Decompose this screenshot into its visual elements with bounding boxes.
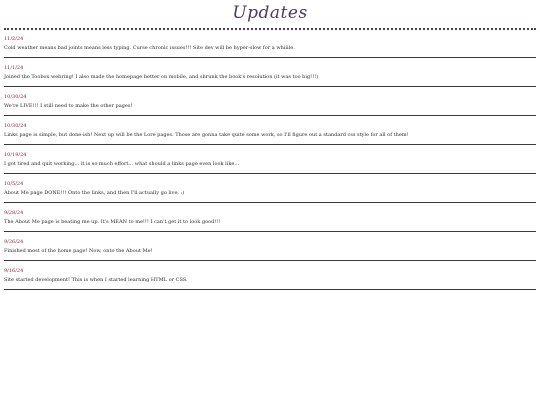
update-entry <box>4 94 536 123</box>
entry-divider <box>4 144 536 145</box>
update-text: Joined the Toobox webring! I also made the homepage better on mobile, and shrunk the book's resolution (it was too big!!!) <box>4 74 319 80</box>
entry-divider <box>4 57 536 58</box>
entry-divider <box>4 202 536 203</box>
update-entry <box>4 239 536 268</box>
update-date: 11/2/24 <box>4 36 24 42</box>
update-date: 10/30/24 <box>4 94 27 100</box>
update-date: 10/19/24 <box>4 152 27 158</box>
update-date: 10/30/24 <box>4 123 27 129</box>
entry-divider <box>4 260 536 261</box>
update-entry <box>4 65 536 94</box>
entry-divider <box>4 231 536 232</box>
update-text: I got tired and quit working... it is so much effort... what should a links page even look like... <box>4 161 240 167</box>
entry-divider <box>4 289 536 290</box>
entry-divider <box>4 86 536 87</box>
update-text: Cold weather means bad joints means less typing. Curse chronic issues!!! Site dev will be hyper-slow for a whiiile. <box>4 45 295 51</box>
update-date: 11/1/24 <box>4 65 24 71</box>
update-text: The About Me page is beating me up. It's MEAN to me!!! I can't get it to look good!!! <box>4 219 221 225</box>
update-date: 9/26/24 <box>4 239 24 245</box>
update-entry <box>4 210 536 239</box>
title-divider <box>4 28 536 30</box>
entry-divider <box>4 173 536 174</box>
update-entry <box>4 181 536 210</box>
update-entry <box>4 123 536 152</box>
update-text: Site started development! This is when I started learning HTML or CSS. <box>4 277 188 283</box>
update-entry <box>4 152 536 181</box>
update-text: Links page is simple, but done-ish! Next up will be the Lore pages. Those are gonna take quite some work, so I'll figure out a standard css style for all of them! <box>4 132 409 138</box>
update-text: Finished most of the home page! Now, onto the About Me! <box>4 248 153 254</box>
update-date: 9/16/24 <box>4 268 24 274</box>
entry-divider <box>4 115 536 116</box>
update-date: 10/5/24 <box>4 181 24 187</box>
updates-list <box>4 36 536 297</box>
page-title: Updates <box>232 3 308 23</box>
update-date: 9/28/24 <box>4 210 24 216</box>
update-text: We're LIVE!!! I still need to make the other pages! <box>4 103 133 109</box>
update-entry <box>4 36 536 65</box>
update-entry <box>4 268 536 297</box>
update-text: About Me page DONE!!! Onto the links, and then I'll actually go live. :) <box>4 190 185 196</box>
